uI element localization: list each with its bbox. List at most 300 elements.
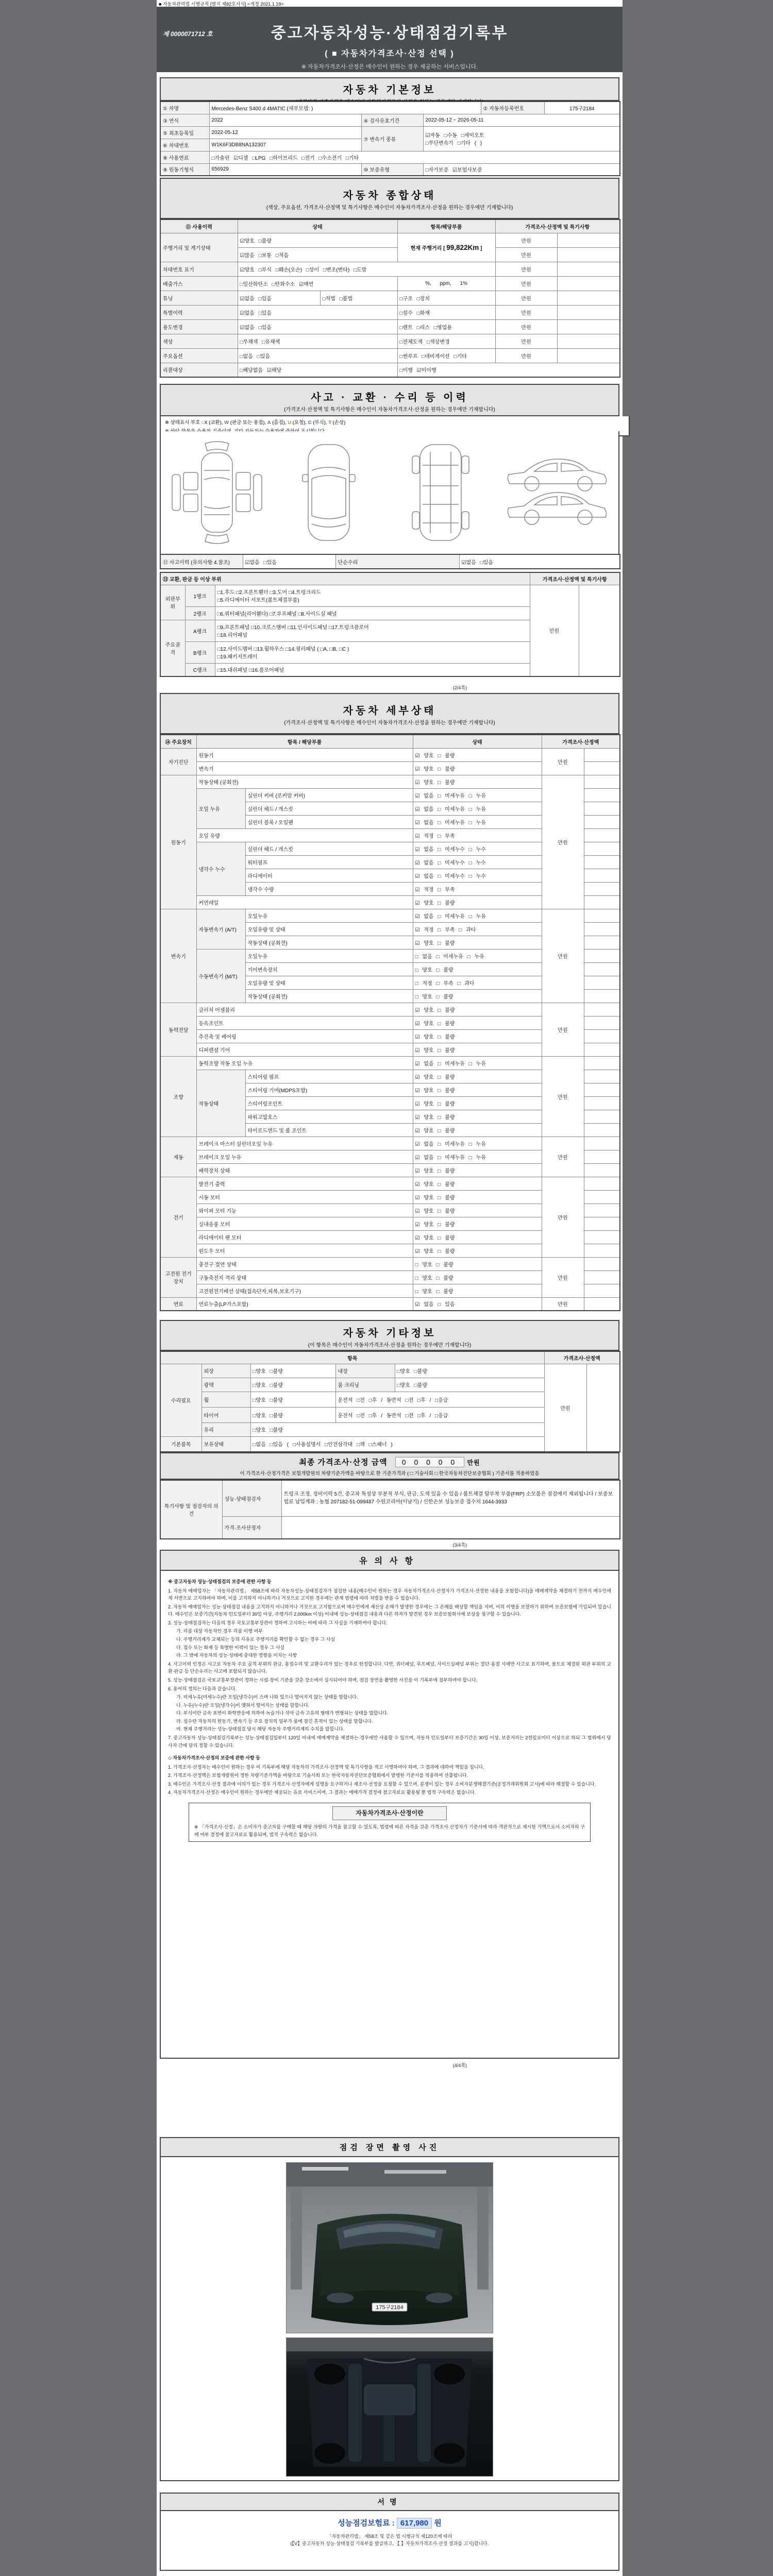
rankB-line1: □12.사이드멤버 □13.휠하우스 □14.필러패널 ( □A, □B, □C ) <box>217 647 349 652</box>
state-cell: □ 적정 □ 부족 □ 과다 <box>413 976 542 989</box>
item-cell: 작동상태 (공회전) <box>196 775 413 788</box>
remark-cell <box>586 1364 620 1452</box>
legend-prefix: ※ 상태표시 부호 : <box>165 420 205 426</box>
sub-label: 냉각수 누수 <box>196 842 245 895</box>
item-cell: 실린더 헤드 / 개스킷 <box>245 842 413 855</box>
remark-cell <box>584 1257 620 1270</box>
state-cell: ☑ 양호 □ 불량 <box>413 761 542 775</box>
state-cell: ☑ 양호 □ 불량 <box>413 1163 542 1177</box>
rank1-line2: □5.라디에이터 서포트(볼트체결부품) <box>217 598 299 603</box>
appraiser-role: 가격·조사산정자 <box>222 1516 281 1539</box>
notice-item: 4. 자동차가격조사·산정은 매수인이 원하는 경우에만 제공되는 유료 서비스이며, 그 결과는 매매가격 결정에 참고자료로 활용될 뿐 법적 구속력은 없습니다. <box>168 1790 476 1795</box>
state-cell: □ 양호 □ 불량 <box>413 962 542 976</box>
fuel-type: □가솔린 ☑디젤 □LPG □하이브리드 □전기 □수소전기 □기타 <box>209 151 620 163</box>
item-cell: 작동상태 (공회전) <box>245 989 413 1003</box>
remark-cell <box>584 1204 620 1217</box>
state-cell: ☑ 양호 □ 불량 <box>413 1123 542 1137</box>
appraisal-definition-title: 자동차가격조사·산정이란 <box>332 1806 447 1820</box>
transmission-type <box>423 126 620 151</box>
page-marker-2: (2/4쪽) <box>452 685 467 690</box>
remark-cell <box>584 882 620 895</box>
remarks-table <box>160 1480 620 1539</box>
price-cell: 만원 <box>530 585 579 676</box>
remark-cell <box>557 348 620 363</box>
group-label: 연료 <box>160 1297 196 1311</box>
options-kind: □썬루프 □네비게이션 □기타 <box>397 348 495 363</box>
state-cell: ☑ 없음 □ 미세누수 □ 누수 <box>413 842 542 855</box>
remark-cell <box>584 815 620 828</box>
item-cell: 스티어링조인트 <box>245 1096 413 1110</box>
detail-status-title: 자동차 세부상태 <box>343 705 436 717</box>
remark-cell <box>584 1029 620 1043</box>
misc-info-sub: (이 항목은 매수인이 자동차가격조사·산정을 원하는 경우에만 기재합니다) <box>308 1343 472 1348</box>
code-t: T <box>328 420 332 426</box>
field-label: ⑤ 최초등록일 <box>160 126 209 139</box>
notice-item: 1. 가격조사·산정자는 매수인이 원하는 경우 이 기록부에 해당 자동차의 가격조사·산정액 및 특기사항을 적고 서명하여야 하며, 그 결과에 대하여 책임을 집니다. <box>168 1764 484 1770</box>
repaint-state: □전체도색 □색상변경 <box>397 334 495 348</box>
row-label: 주행거리 및 계기상태 <box>160 233 238 262</box>
price-cell: 만원 <box>542 1177 584 1257</box>
price-cell: 만원 <box>542 1003 584 1056</box>
price-cell: 만원 <box>495 247 557 262</box>
code-u-label: (요철), <box>292 420 307 426</box>
table-row <box>160 334 620 348</box>
state-cell: □양호 □불량 <box>250 1364 335 1378</box>
current-mileage <box>397 233 495 262</box>
remark-cell <box>584 828 620 842</box>
row-label: 차대번호 표기 <box>160 262 238 276</box>
state-cell: ☑ 없음 □ 미세누수 □ 누수 <box>413 869 542 882</box>
column-header: 항목/해당부품 <box>397 219 495 233</box>
rank-label: 1랭크 <box>185 585 215 606</box>
code-w-label: (판금 또는 용접), <box>230 420 266 426</box>
remark-cell <box>584 748 620 761</box>
notice-subitem: 다. 부식이란 금속 표면이 화학반응에 의하여 녹슬거나 삭아 금속 고유의 형태가 변형되는 상태를 말합니다. <box>176 1710 389 1716</box>
page-marker-4: (4/4쪽) <box>452 2063 467 2068</box>
item-cell: 추진축 및 베어링 <box>196 1029 413 1043</box>
state-cell: □ 양호 □ 불량 <box>413 1270 542 1284</box>
code-a: A <box>267 420 271 426</box>
item-cell: 충전구 절연 상태 <box>196 1257 413 1270</box>
remark-cell <box>584 1003 620 1016</box>
state-cell: ☑ 양호 □ 불량 <box>413 1029 542 1043</box>
title-band <box>157 7 623 72</box>
table-row <box>160 348 620 363</box>
basic-info-table <box>160 101 620 176</box>
state-cell: ☑ 없음 □ 미세누유 □ 누유 <box>413 1056 542 1070</box>
state-cell: ☑ 양호 □ 불량 <box>413 1043 542 1056</box>
photo-license-plate: 175구2184 <box>376 2304 404 2311</box>
appraisal-definition-text: ※ 「가격조사·산정」은 소비자가 중고차를 구매할 때 해당 차량의 가격을 참고할 수 있도록, 법령에 따른 자격을 갖춘 가격조사·산정자가 기준서에 따라 객관적으로 제시한 가액으로서 소비자의 구매 여부 결정에 참고자료로 활용되며, 법적 구속력은 없습니다. <box>194 1824 585 1837</box>
item-cell: 오일 유량 <box>196 828 413 842</box>
final-price-unit: 만원 <box>467 1459 480 1466</box>
first-registration-date: 2022-05-12 <box>209 126 361 139</box>
remark-cell <box>584 1217 620 1230</box>
notice-item: 7. 중고자동차 성능·상태점검기록부는 성능·상태점검일부터 120일 이내에 매매계약을 체결하는 경우에만 사용할 수 있으며, 자동차 인도일부터 보증기간은 30일 이상, 보증거리는 2천킬로미터 이상으로 하되 그 범위에서 당사자 간에 달리 정할 수 있습니다. <box>168 1735 611 1748</box>
state-cell: □양호 □불량 <box>250 1378 335 1392</box>
price-cell: 만원 <box>542 748 584 775</box>
field-label: ① 차명 <box>160 101 209 114</box>
item-cell: 작동상태 (공회전) <box>245 936 413 949</box>
state-cell: ☑ 없음 □ 미세누유 □ 누유 <box>413 815 542 828</box>
mileage-amount-state: ☑많음 □보통 □적음 <box>238 247 397 262</box>
remark-cell <box>584 842 620 855</box>
notice-item: 5. 성능·상태점검은 국토교통부장관이 정하는 시설·장비 기준을 갖춘 장소에서 실시되어야 하며, 점검 장면을 촬영한 사진을 이 기록부에 첨부하여야 합니다. <box>168 1677 478 1683</box>
table-row <box>160 276 620 291</box>
car-name: Mercedes-Benz S400 d 4MATIC (세부모델: ) <box>209 101 481 114</box>
notice-subitem: 가. 리콜 대상 자동차인 경우 리콜 이행 여부 <box>176 1629 263 1634</box>
state-cell: □양호 □불량 <box>395 1364 544 1378</box>
tuning-legality: □적법 □불법 <box>320 291 397 305</box>
item-cell: 실린더 블록 / 오일팬 <box>245 815 413 828</box>
table-row <box>160 114 620 126</box>
rank-label: 2랭크 <box>185 606 215 620</box>
column-header: 가격조사·산정액 및 특기사항 <box>495 219 620 233</box>
registration-number: 175구2184 <box>544 101 620 114</box>
notice-item: 3. 성능·상태점검자는 다음의 경우 국토교통부장관이 정하여 고시하는 바에 따라 그 사실을 기재하여야 합니다. <box>168 1620 388 1625</box>
item-cell: 스티어링 기어(MDPS포함) <box>245 1083 413 1096</box>
table-row <box>160 101 620 114</box>
rank-label: C랭크 <box>185 663 215 676</box>
notice-subitem: 다. 침수 또는 화재 등 특별한 이력이 있는 경우 그 사실 <box>176 1645 285 1650</box>
state-cell: ☑ 없음 □ 미세누수 □ 누수 <box>413 855 542 869</box>
remark-cell <box>584 1043 620 1056</box>
insurance-fee-label: 성능점검보험료 : <box>338 2519 397 2528</box>
misc-info-table <box>160 1351 620 1452</box>
appraiser-remarks <box>281 1516 620 1539</box>
code-c-label: (부식), <box>313 420 327 426</box>
row-label: 용도변경 <box>160 319 238 334</box>
usage-change-state: ☑없음 □있음 <box>238 319 397 334</box>
notices-section2: ◇ 자동차가격조사·산정의 보증에 관한 사항 등 <box>168 1755 260 1761</box>
accident-history-title: 사고 · 교환 · 수리 등 이력 <box>311 392 468 403</box>
group-label: 제동 <box>160 1137 196 1177</box>
item-label: 룸 크리닝 <box>335 1378 395 1392</box>
group-label: 자기진단 <box>160 748 196 775</box>
price-cell: 만원 <box>542 1297 584 1311</box>
remark-cell <box>584 788 620 802</box>
notice-item: 4. 사고이력 인정은 사고로 자동차 주요 골격 부위의 판금, 용접수리 및 교환수리가 있는 경우로 한정합니다. 다만, 쿼터패널, 루프패널, 사이드실패널 부위는 절단·용접 시에만 사고로 표기하며, 볼트로 체결된 외판 부위의 교환·판금 등 단순수리는 사고에 포함되지 않습니다. <box>168 1661 611 1674</box>
final-price-digits: 0 0 0 0 0 <box>395 1457 465 1467</box>
item-label: 유리 <box>201 1422 250 1436</box>
price-cell: 만원 <box>495 291 557 305</box>
state-cell: ☑ 양호 □ 불량 <box>413 1177 542 1190</box>
price-cell: 만원 <box>495 305 557 319</box>
remark-cell <box>584 989 620 1003</box>
page-marker-3: (3/4쪽) <box>452 1543 467 1548</box>
item-cell: 실린더 커버 (로커암 커버) <box>245 788 413 802</box>
transmission-line1: ☑자동 □수동 □세미오토 <box>425 133 484 139</box>
inspector-remarks: 트렁크 조정, 정비이력 5건, 중고차 특성상 부분적 부식, 판금, 도색 있을 수 있음 / 볼트체결 탈부착 부품(FRP) 소모품은 점검에서 제외됩니다 / 보증보험료 납입계좌 : 농협 207182-51-099487 수원코리아(이남기) / 신한손보 성능보증 접수처 1644-3933 <box>281 1480 620 1516</box>
accident-history-sub: (가격조사·산정액 및 특기사항은 매수인이 자동차가격조사·산정을 원하는 경우에만 기재합니다) <box>284 407 495 413</box>
row-label: 특별이력 <box>160 305 238 319</box>
overall-status-sub: (색상, 주요옵션, 가격조사·산정액 및 특기사항은 매수인이 자동차가격조사·산정을 원하는 경우에만 기재합니다) <box>266 205 513 211</box>
table-row <box>160 1480 620 1516</box>
remark-cell <box>584 1230 620 1244</box>
column-header: 항목 / 해당부품 <box>196 735 413 748</box>
notices-body <box>161 1571 618 1849</box>
state-cell: ☑ 양호 □ 불량 <box>413 748 542 761</box>
item-cell: 고전원전기배선 상태(접속단자,피복,보호기구) <box>196 1284 413 1297</box>
remark-cell <box>584 1190 620 1204</box>
price-cell: 만원 <box>544 1364 586 1452</box>
item-cell: 클러치 어셈블리 <box>196 1003 413 1016</box>
misc-info-header <box>160 1320 619 1351</box>
diagram-side-view-icon <box>503 438 612 547</box>
row-label: 색상 <box>160 334 238 348</box>
state-cell: □ 양호 □ 불량 <box>413 989 542 1003</box>
rank-label: A랭크 <box>185 620 215 641</box>
table-header-row <box>160 735 620 748</box>
rankB-line2: □19.패키지트레이 <box>217 654 258 660</box>
remark-cell <box>557 305 620 319</box>
emission-state: □일산화탄소 □탄화수소 ☑매연 <box>238 276 397 291</box>
column-header: ⑪ 사용이력 <box>160 219 238 233</box>
accident-history-value: ☑없음 □있음 <box>243 554 335 569</box>
notice-item: 3. 매수인은 가격조사·산정 결과에 이의가 있는 경우 가격조사·산정자에게 설명을 요구하거나 재조사·산정을 요청할 수 있으며, 분쟁이 있는 경우 소비자분쟁해결기준(공정거래위원회 고시)에 따라 해결할 수 있습니다. <box>168 1781 596 1787</box>
column-header: ⑬ 교환, 판금 등 이상 부위 <box>160 572 530 585</box>
row-label: 리콜대상 <box>160 363 238 377</box>
price-cell: 만원 <box>495 319 557 334</box>
remark-cell <box>584 869 620 882</box>
column-header: 가격조사·산정액 및 특기사항 <box>530 572 620 585</box>
notice-subitem: 라. 그 밖에 자동차의 성능·상태에 중대한 영향을 미치는 사항 <box>176 1653 297 1658</box>
remark-cell <box>584 855 620 869</box>
remarks-label: 특기사항 및 점검자의 의견 <box>160 1480 222 1539</box>
remark-cell <box>584 775 620 788</box>
state-cell: ☑ 양호 □ 불량 <box>413 1016 542 1029</box>
remark-cell <box>584 1150 620 1163</box>
color-state: □무채색 □유채색 <box>238 334 397 348</box>
recall-state: □해당없음 ☑해당 <box>238 363 397 377</box>
state-cell: ☑ 없음 □ 있음 <box>413 1297 542 1311</box>
tire-positions: 운전석 □전 □후 / 동반석 □전 □후 / □응급 <box>335 1407 544 1422</box>
document-note: ※ 자동차가격조사·산정은 매수인이 원하는 경우 제공하는 서비스입니다. <box>301 64 478 70</box>
field-label: ② 자동차등록번호 <box>481 101 544 114</box>
mileage-suffix: ] <box>480 245 482 251</box>
basic-info-title: 자동차 기본정보 <box>343 84 436 96</box>
state-cell: ☑ 양호 □ 불량 <box>413 1204 542 1217</box>
remark-cell <box>584 761 620 775</box>
diagram-exploded-top-icon <box>168 438 266 547</box>
column-header: 상태 <box>238 219 397 233</box>
item-cell: 파워고압호스 <box>245 1110 413 1123</box>
misc-info-title: 자동차 기타정보 <box>343 1328 436 1339</box>
column-header: 가격조사·산정액 <box>542 735 620 748</box>
item-cell: 동력조향 작동 오일 누유 <box>196 1056 413 1070</box>
remark-cell <box>584 1297 620 1311</box>
group-label: 조향 <box>160 1056 196 1137</box>
state-cell: ☑ 양호 □ 불량 <box>413 1096 542 1110</box>
item-cell: 오일유량 및 상태 <box>245 922 413 936</box>
table-row <box>160 291 620 305</box>
sub-label: 오일 누유 <box>196 788 245 828</box>
item-cell: 스티어링 펌프 <box>245 1070 413 1083</box>
code-w: W <box>224 420 229 426</box>
notices-title: 유의사항 <box>161 1551 618 1571</box>
basic-items-value: □없음 □있음 ( □사용설명서 □안전삼각대 □잭 □스패너 ) <box>250 1436 544 1452</box>
rankB-parts <box>215 641 530 663</box>
item-cell: 변속기 <box>196 761 413 775</box>
item-cell: 등속조인트 <box>196 1016 413 1029</box>
overall-status-header <box>160 178 619 219</box>
inspection-period: 2022-05-12 ~ 2026-05-11 <box>423 114 620 126</box>
notice-subitem: 나. 누유(누수)란 오일(냉각수)이 맺혀서 떨어지는 상태를 말합니다. <box>176 1702 310 1708</box>
field-label: ⑧ 사용연료 <box>160 151 209 163</box>
final-price-note: 이 가격조사·산정가격은 보험개발원의 차량기준가액을 바탕으로 한 기준가격과 ( □ 기술사회 □ 한국자동차진단보증협회 ) 기준서를 적용하였음 <box>240 1471 540 1477</box>
remark-cell <box>557 334 620 348</box>
group-label: 고전원 전기장치 <box>160 1257 196 1297</box>
item-cell: 배력장치 상태 <box>196 1163 413 1177</box>
special-history-kind: □침수 □화재 <box>397 305 495 319</box>
remark-cell <box>557 319 620 334</box>
final-price-label: 최종 가격조사·산정 금액 <box>299 1458 388 1467</box>
remark-cell <box>584 936 620 949</box>
remark-cell <box>584 1244 620 1257</box>
remark-cell <box>584 1096 620 1110</box>
item-cell: 브레이크 오일 누유 <box>196 1150 413 1163</box>
item-cell: 커먼레일 <box>196 895 413 909</box>
warranty-type: □자가보증 ☑보험사보증 <box>423 163 620 176</box>
table-row <box>160 1364 620 1378</box>
code-c: C <box>308 420 312 426</box>
item-cell: 워터펌프 <box>245 855 413 869</box>
state-cell: □ 없음 □ 미세누유 □ 누유 <box>413 949 542 962</box>
document-title: 중고자동차성능·상태점검기록부 <box>271 25 509 42</box>
state-cell: ☑ 양호 □ 불량 <box>413 1003 542 1016</box>
overall-status-title: 자동차 종합상태 <box>343 190 436 201</box>
mileage-gauge-state: ☑양호 □불량 <box>238 233 397 247</box>
emission-values: %, ppm, 1% <box>397 276 495 291</box>
item-label: 외장 <box>201 1364 250 1378</box>
field-label: ⑦ 변속기 종류 <box>361 126 423 151</box>
mileage-prefix: 현재 주행거리 [ <box>410 245 445 251</box>
item-cell: 오일누유 <box>245 949 413 962</box>
table-row <box>160 585 620 606</box>
insurance-fee-value: 617,980 <box>397 2518 432 2529</box>
notices-section1: ※ 중고자동차 성능·상태점검의 보증에 관한 사항 등 <box>168 1579 272 1584</box>
state-cell: ☑ 양호 □ 불량 <box>413 1070 542 1083</box>
group-label: 전기 <box>160 1177 196 1257</box>
notice-item: 2. 가격조사·산정액은 보험개발원이 정한 차량기준가액을 바탕으로 기술사회 또는 한국자동차진단보증협회에서 발행한 기준서를 적용하여 산출됩니다. <box>168 1773 468 1778</box>
notice-subitem: 나. 주행거리계가 교체되는 등의 사유로 주행거리를 확인할 수 없는 경우 그 사실 <box>176 1637 335 1642</box>
special-history-state: ☑없음 □있음 <box>238 305 397 319</box>
row-label: 주요옵션 <box>160 348 238 363</box>
simple-repair-value: ☑없음 □있음 <box>459 554 620 569</box>
item-label: 보유상태 <box>201 1436 250 1452</box>
state-cell: □ 양호 □ 불량 <box>413 1257 542 1270</box>
insurance-fee-line <box>161 2517 618 2528</box>
photo-wrap <box>161 2157 618 2487</box>
item-cell: 라디에이터 팬 모터 <box>196 1230 413 1244</box>
row-label: 튜닝 <box>160 291 238 305</box>
group-label: 원동기 <box>160 775 196 909</box>
table-row <box>160 262 620 276</box>
basic-info-header <box>160 77 619 101</box>
form-reference: ■ 자동차관리법 시행규칙 [별지 제82호서식] <개정 2021.1.19> <box>159 2 284 7</box>
overall-status-table <box>160 219 620 378</box>
state-cell: □양호 □불량 <box>395 1378 544 1392</box>
price-cell: 만원 <box>495 262 557 276</box>
rank1-line1: □1.후드 □2.프론트휀더 □3.도어 □4.트렁크리드 <box>217 590 321 596</box>
signature-title: 서명 <box>161 2494 618 2511</box>
rankA-parts <box>215 620 530 641</box>
diagram-top-view-icon <box>280 438 378 547</box>
inspection-photo-front <box>286 2162 493 2333</box>
state-cell: ☑ 양호 □ 불량 <box>413 1083 542 1096</box>
photo-section <box>160 2137 619 2481</box>
code-x: X <box>204 420 208 426</box>
remark-cell <box>584 802 620 815</box>
state-cell: □양호 □불량 <box>250 1392 335 1407</box>
state-cell: ☑ 양호 □ 불량 <box>413 1217 542 1230</box>
price-cell: 만원 <box>495 334 557 348</box>
sub-label: 수동변속기 (M/T) <box>196 949 245 1003</box>
remark-cell <box>584 976 620 989</box>
item-cell: 냉각수 수량 <box>245 882 413 895</box>
item-label: 휠 <box>201 1392 250 1407</box>
row-label: 단순수리 <box>335 554 459 569</box>
rank1-parts <box>215 585 530 606</box>
remark-cell <box>584 1177 620 1190</box>
state-cell: ☑ 양호 □ 불량 <box>413 1190 542 1204</box>
item-cell: 기어변속장치 <box>245 962 413 976</box>
state-cell: ☑ 적정 □ 부족 <box>413 828 542 842</box>
notice-subitem: 마. 현재 주행거리는 성능·상태점검 당시 해당 자동차 주행거리계의 수치를 말합니다. <box>176 1726 345 1732</box>
table-header-row <box>160 1351 620 1364</box>
state-cell: ☑ 양호 □ 불량 <box>413 1110 542 1123</box>
code-x-label: (교환), <box>209 420 223 426</box>
vin: W1K6F3DB8NA132307 <box>209 139 361 151</box>
code-t-label: (손상) <box>332 420 346 426</box>
table-row <box>160 363 620 377</box>
item-cell: 오일누유 <box>245 909 413 922</box>
tuning-kind: □구조 □장치 <box>397 291 495 305</box>
notice-item: 2. 자동차 매매업자는 성능·상태점검 내용을 고지하지 아니하거나 거짓으로 고지함으로써 매수인에게 재산상 손해가 발생한 경우에는 그 손해를 배상할 책임을 지며, 이의 이행을 보장하기 위하여 보증보험에 가입되어 있습니다. 매수인은 보증기간(자동차 인도일부터 30일 이상, 주행거리 2,000km 이상) 이내에 성능·상태점검 내용과 다른 하자가 발견된 경우 보증보험회사에 보상을 청구할 수 있습니다. <box>168 1604 611 1617</box>
model-year: 2022 <box>209 114 361 126</box>
price-cell: 만원 <box>542 1257 584 1297</box>
price-cell: 만원 <box>495 276 557 291</box>
item-cell: 라디에이터 <box>245 869 413 882</box>
price-cell: 만원 <box>542 775 584 909</box>
remark-cell <box>557 291 620 305</box>
state-cell: □양호 □불량 <box>250 1422 544 1436</box>
notices-box <box>160 1550 619 2059</box>
remark-cell <box>584 949 620 962</box>
table-row <box>160 151 620 163</box>
vin-marking-state: ☑양호 □부식 □훼손(오손) □상이 □변조(변타) □도말 <box>238 262 495 276</box>
item-cell: 디퍼렌셜 기어 <box>196 1043 413 1056</box>
state-cell: ☑ 없음 □ 미세누유 □ 누유 <box>413 1150 542 1163</box>
item-label: 광택 <box>201 1378 250 1392</box>
footer-line1: 「자동차관리법」 제58조 및 같은 법 시행규칙 제120조에 따라 <box>327 2534 452 2539</box>
panel-damage-table <box>160 572 620 677</box>
rank2-parts: □6.쿼터패널(리어휀다) □7.루프패널 □8.사이드실 패널 <box>215 606 530 620</box>
item-label: 타이어 <box>201 1407 250 1422</box>
remark-cell <box>579 585 620 676</box>
table-row <box>160 126 620 139</box>
price-cell: 만원 <box>495 233 557 247</box>
state-cell: ☑ 양호 □ 불량 <box>413 895 542 909</box>
price-cell: 만원 <box>495 348 557 363</box>
group-label: 외판부위 <box>160 585 185 620</box>
field-label: ⑩ 보증유형 <box>361 163 423 176</box>
item-cell: 시동 모터 <box>196 1190 413 1204</box>
item-cell: 원동기 <box>196 748 413 761</box>
sub-label: 작동상태 <box>196 1070 245 1137</box>
state-cell: ☑ 없음 □ 미세누유 □ 누유 <box>413 802 542 815</box>
options-state: □없음 □있음 <box>238 348 397 363</box>
